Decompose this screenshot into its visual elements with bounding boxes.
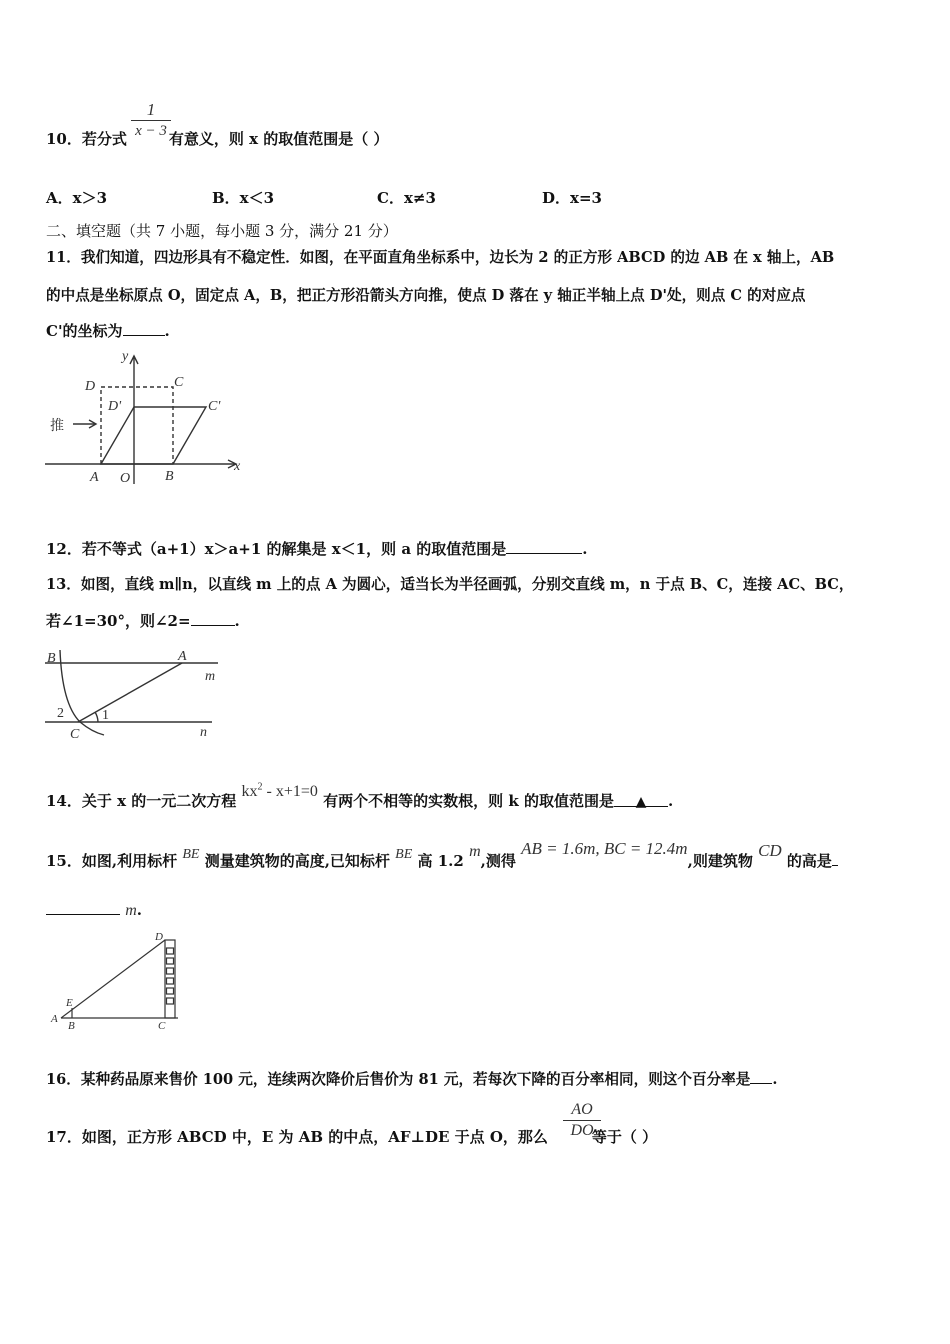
q13-answer-blank[interactable] <box>191 611 235 626</box>
q11-label-d: D <box>85 379 96 394</box>
q11-label-b: B <box>165 469 174 484</box>
q11-label-a: A <box>90 470 99 484</box>
q14-before: 14．关于 x 的一元二次方程 <box>46 792 237 810</box>
q10-option-d: D．x=3 <box>542 189 602 207</box>
q13-line1: 13．如图，直线 m∥n，以直线 m 上的点 A 为圆心，适当长为半径画弧，分别交直线 m，n 于点 B、C，连接 AC、BC， <box>46 576 854 593</box>
q14-eq-a: kx <box>241 783 258 800</box>
q14 <box>46 781 674 811</box>
q11-answer-blank[interactable] <box>123 321 165 336</box>
q11-label-c: C <box>174 375 184 390</box>
q10-option-c: C．x≠3 <box>377 189 436 207</box>
q15-p5: ,则建筑物 <box>687 852 753 870</box>
q13-label-b: B <box>47 651 56 666</box>
q11-label-y: y <box>122 349 129 364</box>
q16-before: 16．某种药品原来售价 100 元，连续两次降价后售价为 81 元，若每次下降的百分率相同，则这个百分率是 <box>46 1071 751 1088</box>
q15-label-a: A <box>51 1013 58 1025</box>
q15-label-c: C <box>158 1020 166 1032</box>
q15-line2 <box>46 900 142 920</box>
q10-stem-before: 10．若分式 <box>46 130 127 148</box>
q10-stem <box>46 128 389 149</box>
q16-answer-blank[interactable] <box>750 1069 772 1084</box>
q11-label-dprime: D' <box>108 399 122 414</box>
q11-label-x: x <box>234 459 241 474</box>
q11-line3-before: C'的坐标为 <box>46 322 123 340</box>
q11-line3-after: . <box>164 322 170 340</box>
q15-label-e: E <box>66 997 73 1009</box>
q15-p3: 高 1.2 <box>417 852 464 870</box>
q13-angle-1-arc <box>95 712 98 722</box>
q12-before: 12．若不等式（a+1）x＞a+1 的解集是 x＜1，则 a 的取值范围是 <box>46 540 507 558</box>
q14-end: . <box>667 792 674 810</box>
q16 <box>46 1068 777 1089</box>
q11-label-push: 推 <box>50 418 64 434</box>
q15-unit: m <box>125 902 137 919</box>
q15-p6: 的高是 <box>786 852 832 870</box>
q15-answer-blank[interactable] <box>46 900 120 915</box>
q13-line2 <box>46 610 240 631</box>
q10-option-a: A．x＞3 <box>46 189 108 207</box>
q15-answer-blank-start[interactable] <box>832 851 838 866</box>
q11-line3 <box>46 320 170 341</box>
section-title: 二、填空题（共 7 小题，每小题 3 分，满分 21 分） <box>46 222 398 240</box>
q15-p2: 测量建筑物的高度,已知标杆 <box>204 852 390 870</box>
q11-parallelogram <box>101 407 206 464</box>
q14-equation <box>242 783 318 800</box>
q13-label-1: 1 <box>102 708 109 723</box>
q13-segment-ac <box>78 663 182 722</box>
q17-fraction-denominator: DO <box>563 1120 601 1141</box>
q14-eq-b: - x+1=0 <box>262 783 318 800</box>
q10-stem-after: 有意义，则 x 的取值范围是（ ） <box>168 130 389 148</box>
q13-label-n: n <box>200 725 207 740</box>
q15-label-b: B <box>68 1020 75 1032</box>
q15-be2: BE <box>395 847 413 862</box>
q11-label-cprime: C' <box>208 399 221 414</box>
q17-fraction-numerator: AO <box>571 1101 593 1118</box>
q11-line2: 的中点是坐标原点 O，固定点 A，B，把正方形沿箭头方向推，使点 D 落在 y 轴正半轴上点 D'处，则点 C 的对应点 <box>46 287 806 304</box>
q14-after: 有两个不相等的实数根，则 k 的取值范围是 <box>323 792 614 810</box>
q15-cd: CD <box>758 841 782 860</box>
q15-m1: m <box>469 843 481 860</box>
q13-label-2: 2 <box>57 706 64 721</box>
q10-fraction-denominator: x − 3 <box>131 120 171 141</box>
q15-p1: 15．如图,利用标杆 <box>46 852 178 870</box>
q15-label-d: D <box>155 931 163 943</box>
q14-eq-sup: 2 <box>257 781 263 793</box>
q13-figure <box>40 642 230 742</box>
q17-after: 等于（ ） <box>591 1128 658 1146</box>
q17-before: 17．如图，正方形 ABCD 中，E 为 AB 的中点，AF⊥DE 于点 O，那么 <box>46 1128 548 1146</box>
q15-end: . <box>136 901 143 919</box>
q12-answer-blank[interactable] <box>506 539 582 554</box>
q15-line1 <box>46 839 838 871</box>
q12 <box>46 538 588 559</box>
q13-line2-before: 若∠1=30°，则∠2= <box>46 612 191 630</box>
q12-after: . <box>582 540 588 558</box>
q15-equation: AB = 1.6m, BC = 12.4m <box>521 839 688 858</box>
q15-figure <box>48 928 198 1038</box>
q11-label-o: O <box>120 471 131 484</box>
q10-option-b: B．x＜3 <box>212 189 275 207</box>
q15-p4: ,测得 <box>480 852 516 870</box>
q13-label-a: A <box>178 649 187 664</box>
q14-answer-blank[interactable] <box>614 792 668 810</box>
q13-line2-after: . <box>234 612 240 630</box>
q11-figure <box>40 344 250 484</box>
q14-triangle: ▲ <box>635 794 647 810</box>
q13-label-m: m <box>205 669 216 684</box>
q15-sight-line <box>61 940 165 1018</box>
q11-line1: 11．我们知道，四边形具有不稳定性．如图，在平面直角坐标系中，边长为 2 的正方形 ABCD 的边 AB 在 x 轴上，AB <box>46 249 835 266</box>
q10-fraction-numerator: 1 <box>146 100 156 119</box>
q13-label-c: C <box>70 727 80 742</box>
q16-after: . <box>772 1071 778 1088</box>
q17 <box>46 1126 657 1147</box>
q15-be1: BE <box>182 847 200 862</box>
